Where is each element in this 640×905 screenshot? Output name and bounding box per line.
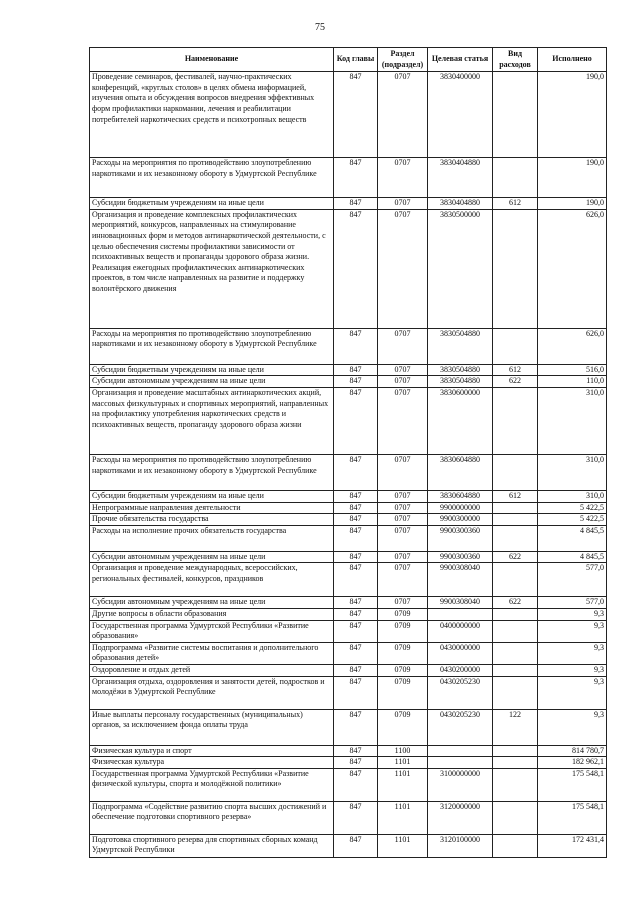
section-cell: 0707: [378, 502, 428, 514]
target-article-cell: 9900308040: [428, 563, 493, 597]
amount-cell: 9,3: [538, 608, 607, 620]
section-cell: 1101: [378, 757, 428, 769]
amount-cell: 4 845,5: [538, 551, 607, 563]
expense-type-cell: [493, 454, 538, 490]
target-article-cell: 9900000000: [428, 502, 493, 514]
table-row: [90, 328, 607, 364]
target-article-cell: 0430205230: [428, 709, 493, 745]
expense-type-cell: [493, 502, 538, 514]
expense-type-cell: [493, 664, 538, 676]
section-cell: 1101: [378, 801, 428, 834]
section-cell: 0709: [378, 664, 428, 676]
section-cell: 0707: [378, 376, 428, 388]
amount-cell: 9,3: [538, 620, 607, 642]
chapter-code-cell: 847: [334, 709, 378, 745]
table-row: [90, 364, 607, 376]
row-name-cell: Расходы на мероприятия по противодействию злоупотреблению наркотиками и их незаконному обороту в Удмуртской Республике: [90, 328, 334, 364]
table-row: [90, 563, 607, 597]
target-article-cell: 3830600000: [428, 387, 493, 454]
row-name-cell: Расходы на исполнение прочих обязательств государства: [90, 525, 334, 551]
amount-cell: 577,0: [538, 563, 607, 597]
table-row: [90, 72, 607, 158]
row-name-cell: Другие вопросы в области образования: [90, 608, 334, 620]
expense-type-cell: [493, 620, 538, 642]
table-row: [90, 387, 607, 454]
target-article-cell: 3830604880: [428, 454, 493, 490]
budget-table: [89, 47, 607, 858]
amount-cell: 9,3: [538, 664, 607, 676]
amount-cell: 4 845,5: [538, 525, 607, 551]
amount-cell: 577,0: [538, 597, 607, 609]
table-row: [90, 209, 607, 328]
expense-type-cell: 612: [493, 490, 538, 502]
row-name-cell: Организация и проведение масштабных антинаркотических акций, массовых физкультурных и спортивных мероприятий, направленных на профилактику употребления наркотических средств и психоактивных веществ, пропаганду здорового образа жизни: [90, 387, 334, 454]
amount-cell: 190,0: [538, 72, 607, 158]
table-row: [90, 676, 607, 709]
target-article-cell: 3830500000: [428, 209, 493, 328]
target-article-cell: 9900300360: [428, 551, 493, 563]
row-name-cell: Непрограммные направления деятельности: [90, 502, 334, 514]
target-article-cell: 3830504880: [428, 328, 493, 364]
table-row: [90, 551, 607, 563]
chapter-code-cell: 847: [334, 490, 378, 502]
row-name-cell: Организация отдыха, оздоровления и занятости детей, подростков и молодёжи в Удмуртской Республике: [90, 676, 334, 709]
section-cell: 1101: [378, 768, 428, 801]
chapter-code-cell: 847: [334, 620, 378, 642]
section-cell: 0707: [378, 454, 428, 490]
target-article-cell: [428, 745, 493, 757]
chapter-code-cell: 847: [334, 608, 378, 620]
chapter-code-cell: 847: [334, 364, 378, 376]
target-article-cell: 0430200000: [428, 664, 493, 676]
row-name-cell: Субсидии автономным учреждениям на иные цели: [90, 376, 334, 388]
section-cell: 0707: [378, 525, 428, 551]
amount-cell: 310,0: [538, 387, 607, 454]
target-article-cell: 0430000000: [428, 642, 493, 664]
header-exptype: Вид расходов: [493, 48, 538, 72]
row-name-cell: Расходы на мероприятия по противодействию злоупотреблению наркотиками и их незаконному обороту в Удмуртской Республике: [90, 454, 334, 490]
amount-cell: 5 422,5: [538, 514, 607, 526]
table-row: [90, 642, 607, 664]
section-cell: 0707: [378, 563, 428, 597]
table-header-row: [90, 48, 607, 72]
section-cell: 0709: [378, 676, 428, 709]
expense-type-cell: [493, 608, 538, 620]
target-article-cell: [428, 757, 493, 769]
expense-type-cell: 122: [493, 709, 538, 745]
chapter-code-cell: 847: [334, 502, 378, 514]
row-name-cell: Субсидии автономным учреждениям на иные цели: [90, 597, 334, 609]
expense-type-cell: [493, 745, 538, 757]
amount-cell: 172 431,4: [538, 834, 607, 857]
table-row: [90, 664, 607, 676]
chapter-code-cell: 847: [334, 209, 378, 328]
table-row: [90, 801, 607, 834]
target-article-cell: 3830504880: [428, 364, 493, 376]
amount-cell: 5 422,5: [538, 502, 607, 514]
target-article-cell: 3830604880: [428, 490, 493, 502]
chapter-code-cell: 847: [334, 676, 378, 709]
section-cell: 0707: [378, 514, 428, 526]
chapter-code-cell: 847: [334, 664, 378, 676]
row-name-cell: Иные выплаты персоналу государственных (муниципальных) органов, за исключением фонда оплаты труда: [90, 709, 334, 745]
expense-type-cell: [493, 757, 538, 769]
section-cell: 1100: [378, 745, 428, 757]
amount-cell: 190,0: [538, 198, 607, 210]
table-row: [90, 454, 607, 490]
chapter-code-cell: 847: [334, 158, 378, 198]
amount-cell: 175 548,1: [538, 768, 607, 801]
row-name-cell: Субсидии бюджетным учреждениям на иные цели: [90, 364, 334, 376]
target-article-cell: 3830400000: [428, 72, 493, 158]
target-article-cell: 3830404880: [428, 198, 493, 210]
header-section: Раздел (подраздел): [378, 48, 428, 72]
amount-cell: 175 548,1: [538, 801, 607, 834]
section-cell: 0707: [378, 328, 428, 364]
table-row: [90, 514, 607, 526]
section-cell: 0707: [378, 387, 428, 454]
chapter-code-cell: 847: [334, 642, 378, 664]
row-name-cell: Субсидии бюджетным учреждениям на иные цели: [90, 198, 334, 210]
header-code: Код главы: [334, 48, 378, 72]
expense-type-cell: [493, 642, 538, 664]
amount-cell: 626,0: [538, 328, 607, 364]
section-cell: 0707: [378, 490, 428, 502]
expense-type-cell: [493, 834, 538, 857]
table-row: [90, 525, 607, 551]
row-name-cell: Проведение семинаров, фестивалей, научно-практических конференций, «круглых столов» в целях обмена информацией, изучения опыта и обсуждения вопросов внедрения эффективных форм профилактики наркомании, лечения и реабилитации потребителей наркотических средств и психотропных веществ: [90, 72, 334, 158]
target-article-cell: 9900308040: [428, 597, 493, 609]
amount-cell: 310,0: [538, 454, 607, 490]
chapter-code-cell: 847: [334, 525, 378, 551]
amount-cell: 9,3: [538, 676, 607, 709]
expense-type-cell: [493, 563, 538, 597]
target-article-cell: 9900300360: [428, 525, 493, 551]
row-name-cell: Государственная программа Удмуртской Республики «Развитие образования»: [90, 620, 334, 642]
table-row: [90, 597, 607, 609]
chapter-code-cell: 847: [334, 745, 378, 757]
row-name-cell: Оздоровление и отдых детей: [90, 664, 334, 676]
expense-type-cell: [493, 768, 538, 801]
row-name-cell: Организация и проведение комплексных профилактических мероприятий, конкурсов, направленных на стимулирование инновационных форм и методов антинаркотической деятельности, с целью обеспечения системы профилактики зависимости от психоактивных веществ и пропаганды здорового образа жизни. Реализация ежегодных профилактических антинаркотических проектов, в том числе направленных на развитие и поддержку волонтёрского движения: [90, 209, 334, 328]
expense-type-cell: 622: [493, 597, 538, 609]
amount-cell: 182 962,1: [538, 757, 607, 769]
row-name-cell: Государственная программа Удмуртской Республики «Развитие физической культуры, спорта и молодёжной политики»: [90, 768, 334, 801]
target-article-cell: 0430205230: [428, 676, 493, 709]
expense-type-cell: [493, 801, 538, 834]
chapter-code-cell: 847: [334, 597, 378, 609]
expense-type-cell: 622: [493, 376, 538, 388]
target-article-cell: 9900300000: [428, 514, 493, 526]
amount-cell: 9,3: [538, 642, 607, 664]
chapter-code-cell: 847: [334, 563, 378, 597]
row-name-cell: Подпрограмма «Содействие развитию спорта высших достижений и обеспечение подготовки спортивного резерва»: [90, 801, 334, 834]
expense-type-cell: 622: [493, 551, 538, 563]
row-name-cell: Субсидии бюджетным учреждениям на иные цели: [90, 490, 334, 502]
row-name-cell: Организация и проведение международных, всероссийских, региональных фестивалей, конкурсов, праздников: [90, 563, 334, 597]
table-row: [90, 757, 607, 769]
target-article-cell: 0400000000: [428, 620, 493, 642]
chapter-code-cell: 847: [334, 834, 378, 857]
row-name-cell: Расходы на мероприятия по противодействию злоупотреблению наркотиками и их незаконному обороту в Удмуртской Республике: [90, 158, 334, 198]
chapter-code-cell: 847: [334, 376, 378, 388]
section-cell: 0707: [378, 551, 428, 563]
expense-type-cell: [493, 514, 538, 526]
row-name-cell: Субсидии автономным учреждениям на иные цели: [90, 551, 334, 563]
section-cell: 1101: [378, 834, 428, 857]
amount-cell: 626,0: [538, 209, 607, 328]
section-cell: 0707: [378, 72, 428, 158]
table-row: [90, 620, 607, 642]
table-row: [90, 834, 607, 857]
header-amount: Исполнено: [538, 48, 607, 72]
chapter-code-cell: 847: [334, 801, 378, 834]
section-cell: 0707: [378, 158, 428, 198]
chapter-code-cell: 847: [334, 757, 378, 769]
target-article-cell: 3120000000: [428, 801, 493, 834]
expense-type-cell: [493, 525, 538, 551]
section-cell: 0709: [378, 709, 428, 745]
table-row: [90, 709, 607, 745]
target-article-cell: 3830504880: [428, 376, 493, 388]
chapter-code-cell: 847: [334, 387, 378, 454]
expense-type-cell: [493, 328, 538, 364]
row-name-cell: Физическая культура: [90, 757, 334, 769]
row-name-cell: Подпрограмма «Развитие системы воспитания и дополнительного образования детей»: [90, 642, 334, 664]
expense-type-cell: [493, 209, 538, 328]
target-article-cell: 3120100000: [428, 834, 493, 857]
row-name-cell: Физическая культура и спорт: [90, 745, 334, 757]
target-article-cell: 3100000000: [428, 768, 493, 801]
amount-cell: 310,0: [538, 490, 607, 502]
row-name-cell: Подготовка спортивного резерва для спортивных сборных команд Удмуртской Республики: [90, 834, 334, 857]
target-article-cell: [428, 608, 493, 620]
table-row: [90, 502, 607, 514]
section-cell: 0707: [378, 364, 428, 376]
expense-type-cell: [493, 676, 538, 709]
table-row: [90, 158, 607, 198]
expense-type-cell: [493, 72, 538, 158]
target-article-cell: 3830404880: [428, 158, 493, 198]
section-cell: 0709: [378, 642, 428, 664]
expense-type-cell: 612: [493, 198, 538, 210]
amount-cell: 9,3: [538, 709, 607, 745]
table-row: [90, 198, 607, 210]
expense-type-cell: 612: [493, 364, 538, 376]
expense-type-cell: [493, 158, 538, 198]
expense-type-cell: [493, 387, 538, 454]
page-number: 75: [315, 22, 325, 33]
amount-cell: 814 780,7: [538, 745, 607, 757]
table-row: [90, 490, 607, 502]
table-row: [90, 745, 607, 757]
chapter-code-cell: 847: [334, 72, 378, 158]
chapter-code-cell: 847: [334, 551, 378, 563]
section-cell: 0707: [378, 198, 428, 210]
header-name: Наименование: [90, 48, 334, 72]
section-cell: 0707: [378, 597, 428, 609]
header-target: Целевая статья: [428, 48, 493, 72]
row-name-cell: Прочие обязательства государства: [90, 514, 334, 526]
chapter-code-cell: 847: [334, 768, 378, 801]
chapter-code-cell: 847: [334, 328, 378, 364]
table-row: [90, 768, 607, 801]
amount-cell: 190,0: [538, 158, 607, 198]
amount-cell: 110,0: [538, 376, 607, 388]
section-cell: 0709: [378, 608, 428, 620]
chapter-code-cell: 847: [334, 198, 378, 210]
section-cell: 0707: [378, 209, 428, 328]
amount-cell: 516,0: [538, 364, 607, 376]
section-cell: 0709: [378, 620, 428, 642]
table-row: [90, 376, 607, 388]
chapter-code-cell: 847: [334, 514, 378, 526]
table-row: [90, 608, 607, 620]
chapter-code-cell: 847: [334, 454, 378, 490]
